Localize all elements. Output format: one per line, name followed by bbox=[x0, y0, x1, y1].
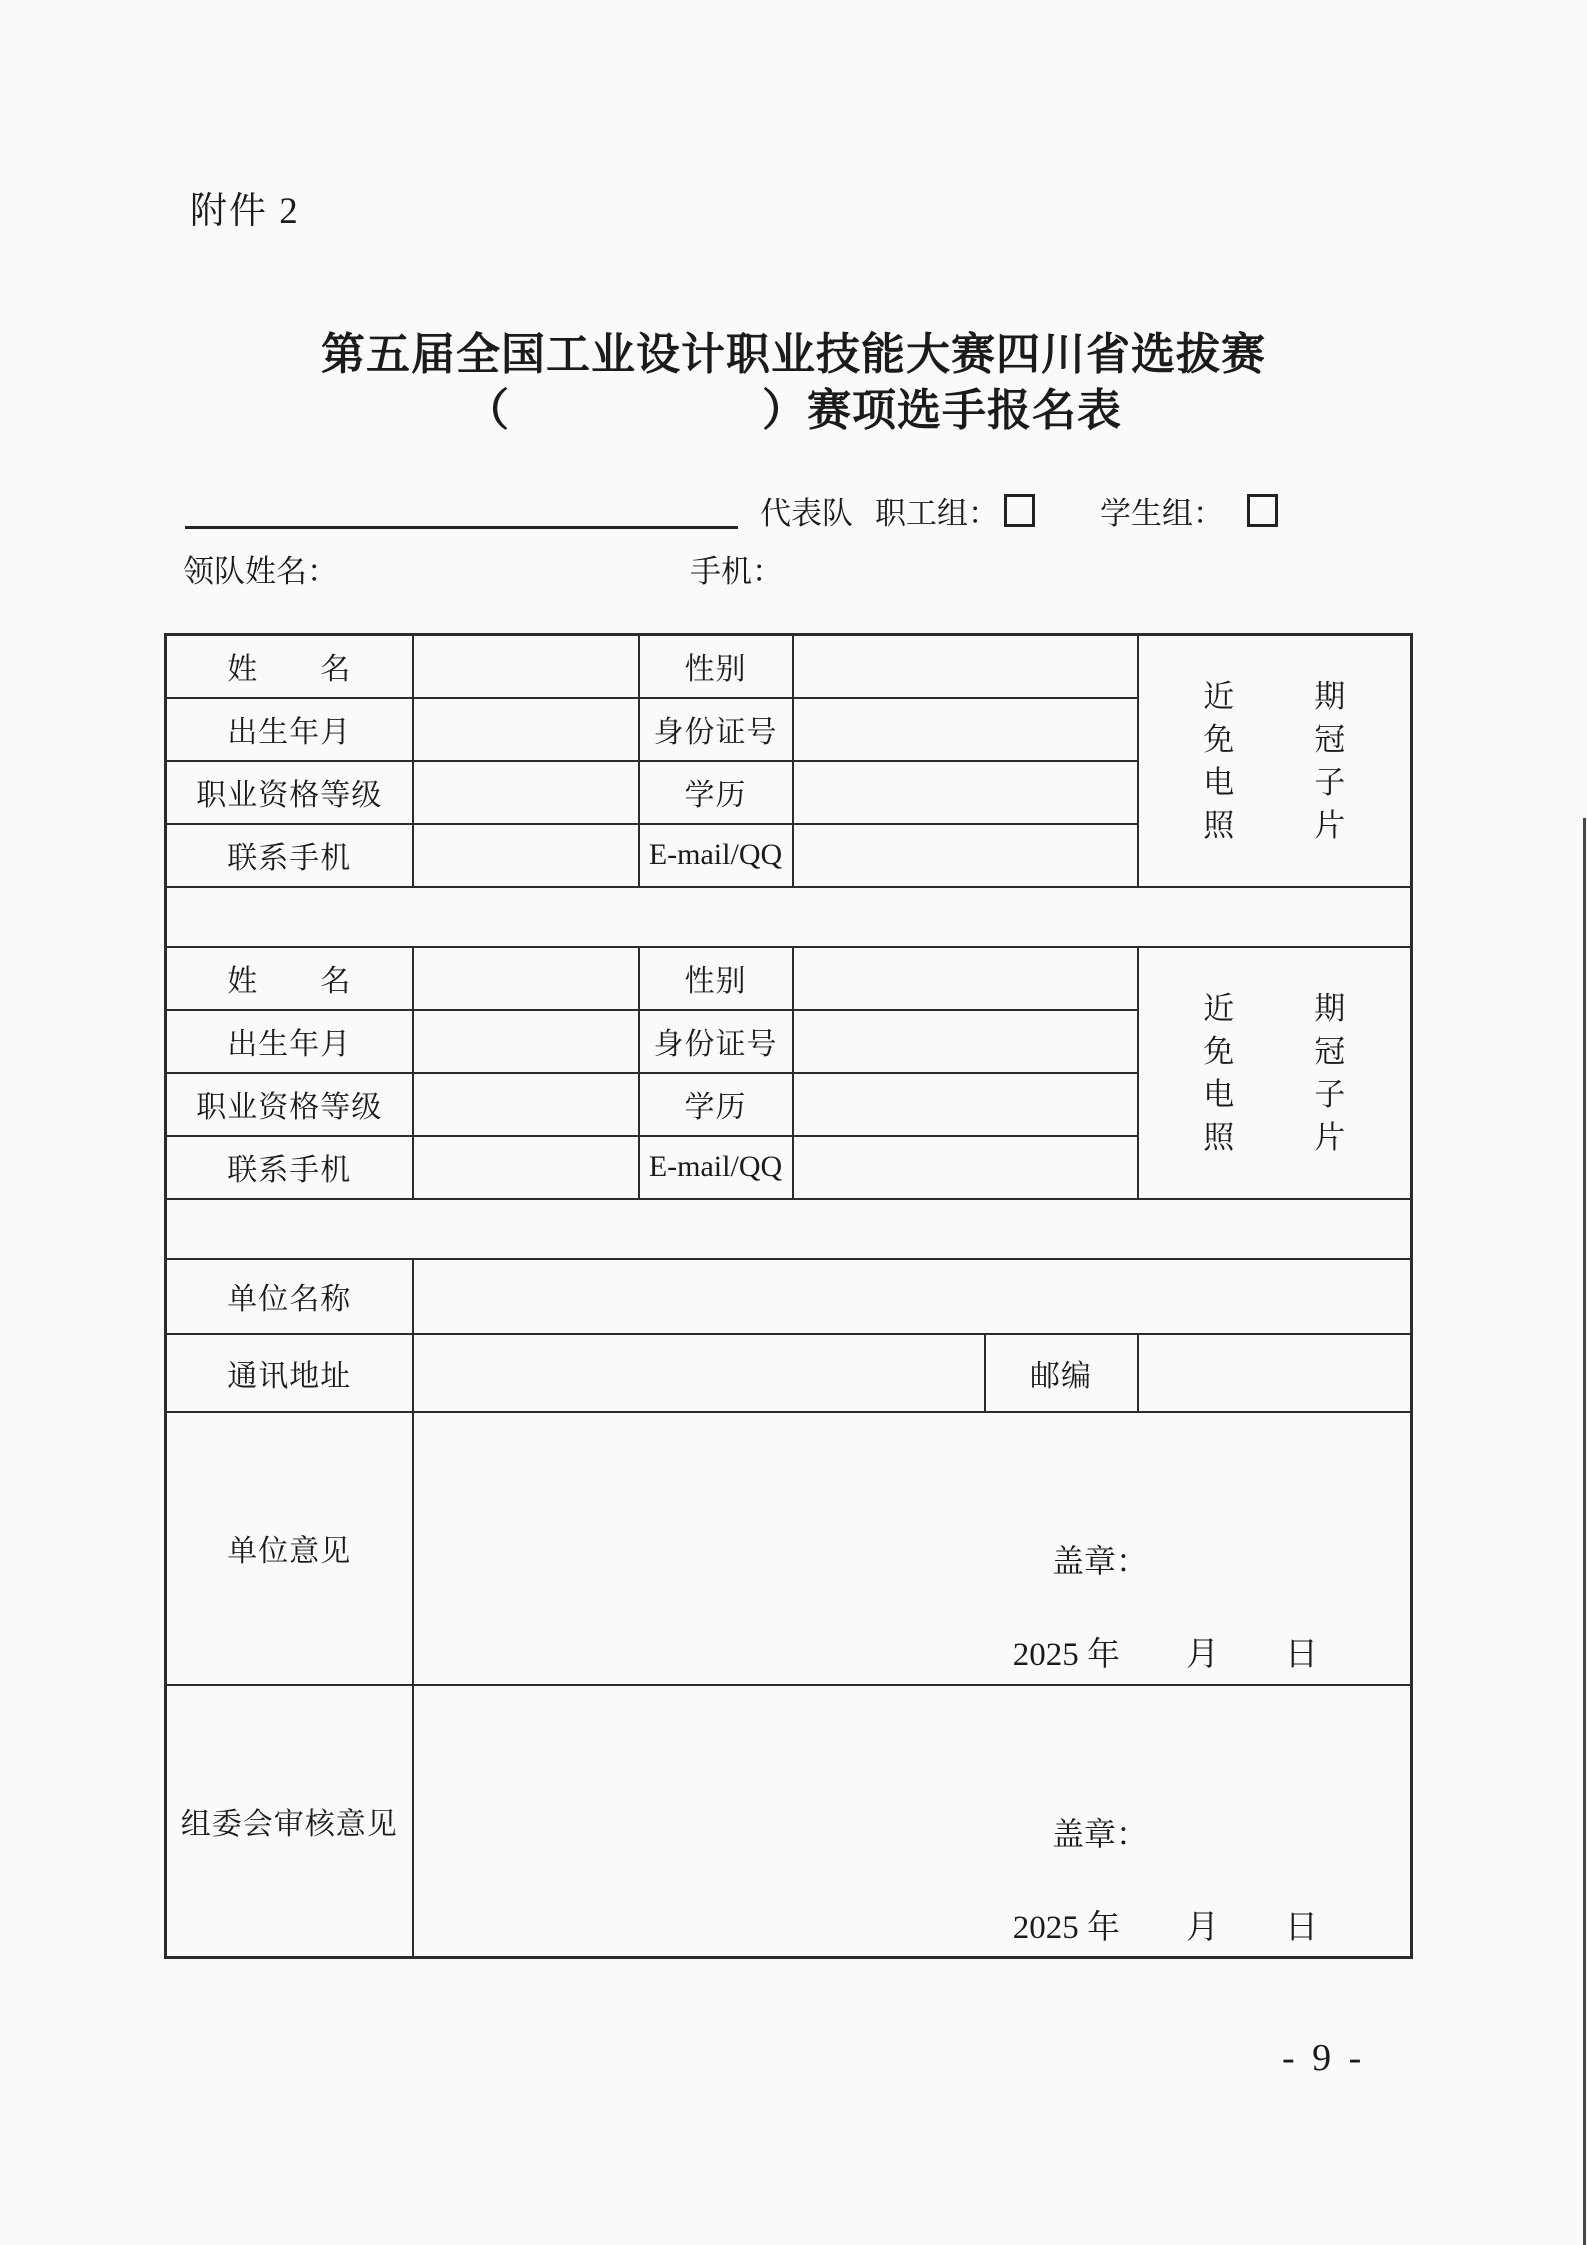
field-value-birthdate[interactable] bbox=[413, 1010, 639, 1073]
field-label-birthdate: 出生年月 bbox=[166, 698, 413, 761]
title-paren-open: （ bbox=[465, 386, 510, 435]
attachment-label: 附件 2 bbox=[190, 191, 300, 232]
photo-box[interactable] bbox=[1138, 947, 1412, 1199]
field-label-name: 姓 名 bbox=[166, 947, 413, 1010]
photo-label-char: 免 bbox=[1203, 1033, 1235, 1069]
unit-name-label: 单位名称 bbox=[166, 1259, 413, 1334]
field-value-qualification[interactable] bbox=[413, 761, 639, 824]
unit-opinion-box bbox=[414, 1414, 1411, 1682]
photo-label-char: 片 bbox=[1314, 807, 1346, 843]
photo-label-char: 冠 bbox=[1314, 721, 1346, 757]
leader-name-label: 领队姓名： bbox=[183, 554, 338, 589]
field-label-qualification: 职业资格等级 bbox=[166, 1073, 413, 1136]
field-value-email-qq[interactable] bbox=[793, 824, 1138, 887]
photo-label-char: 电 bbox=[1203, 764, 1235, 800]
field-label-name: 姓 名 bbox=[166, 635, 413, 698]
separator-row bbox=[166, 1199, 1412, 1259]
field-value-mobile[interactable] bbox=[413, 1136, 639, 1199]
photo-box-label bbox=[1139, 678, 1411, 843]
field-value-education[interactable] bbox=[793, 761, 1138, 824]
postcode-label: 邮编 bbox=[985, 1334, 1138, 1412]
field-label-email-qq: E-mail/QQ bbox=[639, 824, 793, 887]
date-line: 2025 年 月 日 bbox=[1012, 1909, 1318, 1946]
field-value-birthdate[interactable] bbox=[413, 698, 639, 761]
date-line: 2025 年 月 日 bbox=[1012, 1637, 1318, 1673]
photo-label-char: 近 bbox=[1203, 678, 1235, 714]
field-value-gender[interactable] bbox=[793, 635, 1138, 698]
field-label-email-qq: E-mail/QQ bbox=[639, 1136, 793, 1199]
unit-name-value[interactable] bbox=[413, 1259, 1412, 1334]
team-line bbox=[0, 486, 1587, 538]
postcode-value[interactable] bbox=[1138, 1334, 1412, 1412]
student-group-label: 学生组： bbox=[1100, 496, 1224, 531]
title-paren-close-rest: ）赛项选手报名表 bbox=[762, 386, 1122, 435]
field-value-id-number[interactable] bbox=[793, 1010, 1138, 1073]
form-title-line1: 第五届全国工业设计职业技能大赛四川省选拔赛 bbox=[321, 330, 1266, 379]
photo-box-label bbox=[1139, 990, 1411, 1155]
team-suffix-label: 代表队 bbox=[760, 496, 853, 531]
field-label-qualification: 职业资格等级 bbox=[166, 761, 413, 824]
photo-label-char: 近 bbox=[1203, 990, 1235, 1026]
field-label-gender: 性别 bbox=[639, 947, 793, 1010]
field-label-education: 学历 bbox=[639, 1073, 793, 1136]
student-group-checkbox[interactable] bbox=[1247, 494, 1278, 527]
field-value-id-number[interactable] bbox=[793, 698, 1138, 761]
photo-label-char: 照 bbox=[1203, 1119, 1235, 1155]
leader-phone-label: 手机： bbox=[690, 554, 783, 589]
photo-label-char: 免 bbox=[1203, 721, 1235, 757]
committee-opinion-label: 组委会审核意见 bbox=[166, 1685, 413, 1958]
address-label: 通讯地址 bbox=[166, 1334, 413, 1412]
address-value[interactable] bbox=[413, 1334, 985, 1412]
field-label-education: 学历 bbox=[639, 761, 793, 824]
registration-table bbox=[164, 633, 1413, 1959]
page-number: - 9 - bbox=[1282, 2037, 1366, 2079]
field-label-birthdate: 出生年月 bbox=[166, 1010, 413, 1073]
field-value-education[interactable] bbox=[793, 1073, 1138, 1136]
field-value-name[interactable] bbox=[413, 635, 639, 698]
photo-label-char: 电 bbox=[1203, 1076, 1235, 1112]
field-value-gender[interactable] bbox=[793, 947, 1138, 1010]
event-name-blank[interactable] bbox=[510, 415, 762, 425]
unit-opinion-area[interactable] bbox=[413, 1412, 1412, 1685]
photo-label-char: 期 bbox=[1314, 678, 1346, 714]
field-label-mobile: 联系手机 bbox=[166, 1136, 413, 1199]
scan-edge-artifact bbox=[1583, 818, 1586, 2245]
field-value-qualification[interactable] bbox=[413, 1073, 639, 1136]
leader-line bbox=[0, 546, 1587, 592]
field-value-name[interactable] bbox=[413, 947, 639, 1010]
team-name-blank[interactable] bbox=[185, 486, 738, 529]
photo-label-char: 冠 bbox=[1314, 1033, 1346, 1069]
field-value-mobile[interactable] bbox=[413, 824, 639, 887]
photo-label-char: 照 bbox=[1203, 807, 1235, 843]
separator-row bbox=[166, 887, 1412, 947]
worker-group-label: 职工组： bbox=[875, 496, 999, 531]
committee-opinion-box bbox=[414, 1687, 1411, 1955]
photo-label-char: 片 bbox=[1314, 1119, 1346, 1155]
field-label-id-number: 身份证号 bbox=[639, 698, 793, 761]
photo-label-char: 子 bbox=[1314, 764, 1346, 800]
form-title-line2 bbox=[0, 374, 1587, 438]
seal-label: 盖章： bbox=[1051, 1815, 1148, 1852]
field-label-mobile: 联系手机 bbox=[166, 824, 413, 887]
photo-label-char: 期 bbox=[1314, 990, 1346, 1026]
field-value-email-qq[interactable] bbox=[793, 1136, 1138, 1199]
field-label-id-number: 身份证号 bbox=[639, 1010, 793, 1073]
field-label-gender: 性别 bbox=[639, 635, 793, 698]
committee-opinion-area[interactable] bbox=[413, 1685, 1412, 1958]
unit-opinion-label: 单位意见 bbox=[166, 1412, 413, 1685]
worker-group-checkbox[interactable] bbox=[1004, 494, 1035, 527]
photo-box[interactable] bbox=[1138, 635, 1412, 887]
photo-label-char: 子 bbox=[1314, 1076, 1346, 1112]
seal-label: 盖章： bbox=[1051, 1543, 1148, 1579]
